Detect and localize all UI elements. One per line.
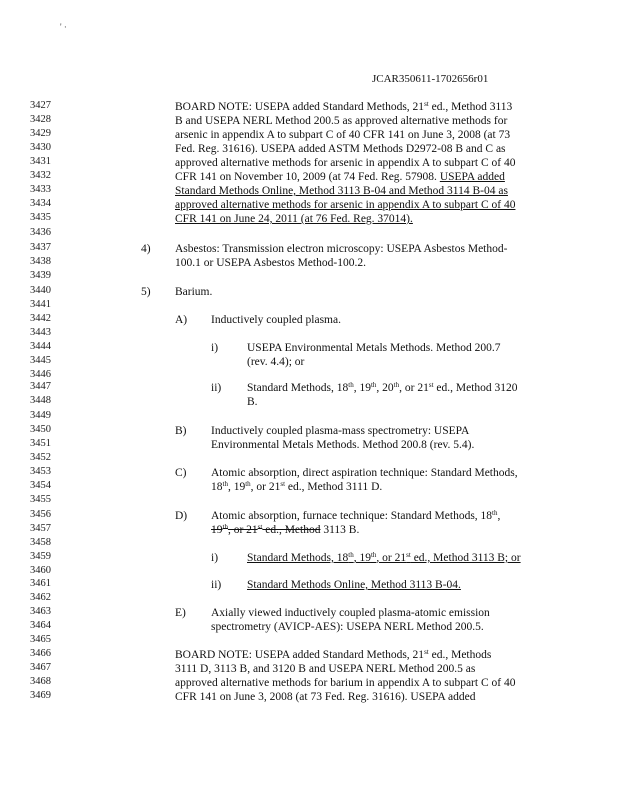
- line-number: 3441: [30, 299, 51, 310]
- line-number: 3452: [30, 452, 51, 463]
- line-number: 3438: [30, 256, 51, 267]
- inserted-text: CFR 141 on June 24, 2011 (at 76 Fed. Reg. 37014).: [175, 213, 413, 225]
- line-number: 3460: [30, 565, 51, 576]
- inserted-text: Standard Methods, 18th, 19th, or 21st ed., Method 3113 B; or: [247, 551, 521, 564]
- line-number: 3439: [30, 270, 51, 281]
- line-number: 3435: [30, 212, 51, 223]
- line-number: 3443: [30, 327, 51, 338]
- line-number: 3429: [30, 128, 51, 139]
- document-id: JCAR350611-1702656r01: [372, 73, 489, 85]
- line-number: 3455: [30, 494, 51, 505]
- line-number: 3433: [30, 184, 51, 195]
- line-number: 3450: [30, 424, 51, 435]
- line-number: 3453: [30, 466, 51, 477]
- line-number: 3456: [30, 509, 51, 520]
- line-number: 3468: [30, 676, 51, 687]
- line-number: 3459: [30, 551, 51, 562]
- margin-marks: ' ·: [60, 22, 67, 32]
- line-number: 3469: [30, 690, 51, 701]
- line-number: 3462: [30, 592, 51, 603]
- inserted-text: approved alternative methods for arsenic in appendix A to subpart C of 40: [175, 199, 516, 211]
- inserted-text: Standard Methods Online, Method 3113 B-04.: [247, 579, 461, 591]
- line-number: 3437: [30, 242, 51, 253]
- line-number: 3465: [30, 634, 51, 645]
- line-number: 3448: [30, 395, 51, 406]
- line-number: 3445: [30, 355, 51, 366]
- line-number: 3446: [30, 369, 51, 380]
- line-number: 3458: [30, 537, 51, 548]
- line-number: 3431: [30, 156, 51, 167]
- line-number: 3457: [30, 523, 51, 534]
- line-number: 3440: [30, 285, 51, 296]
- line-number: 3430: [30, 142, 51, 153]
- inserted-text: USEPA added: [439, 171, 505, 183]
- line-number: 3461: [30, 578, 51, 589]
- line-number: 3428: [30, 114, 51, 125]
- line-number: 3467: [30, 662, 51, 673]
- line-number: 3463: [30, 606, 51, 617]
- line-number: 3436: [30, 227, 51, 238]
- line-number: 3442: [30, 313, 51, 324]
- line-number: 3454: [30, 480, 51, 491]
- line-number: 3449: [30, 410, 51, 421]
- line-number: 3432: [30, 170, 51, 181]
- line-number: 3447: [30, 381, 51, 392]
- line-number: 3444: [30, 341, 51, 352]
- inserted-text: Standard Methods Online, Method 3113 B-04 and Method 3114 B-04 as: [175, 185, 508, 197]
- deleted-text: 19th, or 21st ed., Method: [211, 523, 321, 536]
- line-number: 3434: [30, 198, 51, 209]
- line-number: 3451: [30, 438, 51, 449]
- line-number: 3427: [30, 100, 51, 111]
- line-number: 3464: [30, 620, 51, 631]
- line-number: 3466: [30, 648, 51, 659]
